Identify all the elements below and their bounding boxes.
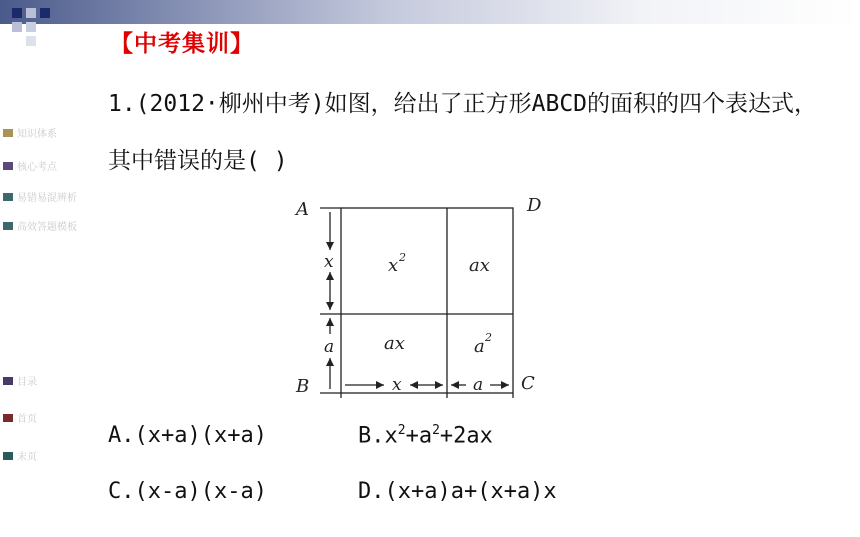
corner-label-d: D <box>527 195 542 216</box>
sidebar-item-label: 高效答题模板 <box>17 222 77 233</box>
corner-label-c: C <box>521 373 535 394</box>
section-title: 【中考集训】 <box>110 31 254 57</box>
sidebar-item-label: 知识体系 <box>17 129 57 140</box>
option-b-part: B.x <box>358 423 398 449</box>
option-b-part: +a <box>405 423 433 449</box>
sidebar-item-label: 首页 <box>17 414 37 425</box>
dim-label-left-x: x <box>324 252 334 272</box>
option-b-exp: 2 <box>397 423 406 438</box>
dim-label-left-a: a <box>324 337 335 357</box>
sidebar-item-label: 易错易混辨析 <box>17 193 77 204</box>
cell-ax-top: ax <box>469 255 490 276</box>
sidebar-item-label: 核心考点 <box>17 162 57 173</box>
option-b-part: +2ax <box>439 423 493 449</box>
option-a: A.(x+a)(x+a) <box>108 423 267 448</box>
cell-a-exponent: 2 <box>485 331 492 344</box>
corner-label-a: A <box>296 199 309 220</box>
sidebar-item-label: 末页 <box>17 452 37 463</box>
question-text: 1.(2012·柳州中考)如图，给出了正方形ABCD的面积的四个表达式，其中错误的是( ) <box>108 91 818 174</box>
cell-x-squared: x <box>388 255 399 276</box>
cell-ax-bottom: ax <box>384 333 405 354</box>
cell-x-exponent: 2 <box>399 251 406 264</box>
dim-label-bottom-x: x <box>392 375 402 395</box>
sidebar-item-label: 目录 <box>17 377 37 388</box>
option-c: C.(x-a)(x-a) <box>108 479 267 504</box>
cell-a-squared: a <box>474 336 485 357</box>
option-b-exp: 2 <box>432 423 440 438</box>
dim-label-bottom-a: a <box>473 375 484 395</box>
option-b <box>358 423 493 448</box>
corner-label-b: B <box>296 376 310 397</box>
option-d: D.(x+a)a+(x+a)x <box>358 479 557 504</box>
